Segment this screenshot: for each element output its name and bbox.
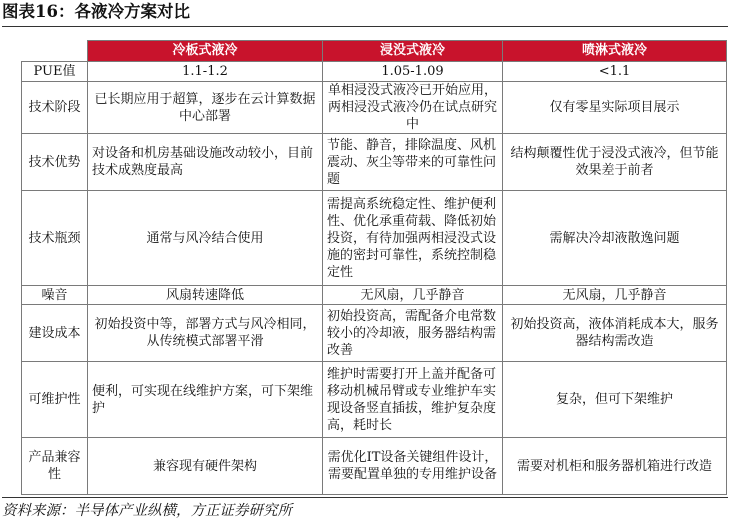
row-label: 建设成本 (22, 305, 88, 362)
table-cell: 初始投资中等，部署方式与风冷相同，从传统模式部署平滑 (88, 305, 323, 362)
row-label: PUE值 (22, 62, 88, 82)
table-cell: 需优化IT设备关键组件设计，需要配置单独的专用维护设备 (323, 438, 503, 495)
table-cell: 节能、静音，排除温度、风机震动、灰尘等带来的可靠性问题 (323, 134, 503, 191)
row-label: 产品兼容性 (22, 438, 88, 495)
table-cell: 需解决冷却液散逸问题 (503, 191, 727, 286)
table-row (22, 191, 727, 286)
table-cell: 初始投资高，需配备介电常数较小的冷却液，服务器结构需改善 (323, 305, 503, 362)
row-label: 可维护性 (22, 362, 88, 438)
table-cell: 复杂，但可下架维护 (503, 362, 727, 438)
table-cell: 结构颠覆性优于浸没式液冷，但节能效果差于前者 (503, 134, 727, 191)
table-cell: <1.1 (503, 62, 727, 82)
table-cell: 需要对机柜和服务器机箱进行改造 (503, 438, 727, 495)
table-row (22, 286, 727, 305)
table-cell: 单相浸没式液冷已开始应用，两相浸没式液冷仍在试点研究中 (323, 82, 503, 134)
table-row (22, 305, 727, 362)
table-cell: 通常与风冷结合使用 (88, 191, 323, 286)
title-divider (2, 26, 728, 27)
figure-title: 图表16：各液冷方案对比 (2, 2, 190, 21)
table-cell: 便利，可实现在线维护方案，可下架维护 (88, 362, 323, 438)
row-label: 技术优势 (22, 134, 88, 191)
header-cold-plate: 冷板式液冷 (88, 41, 323, 62)
table-row (22, 82, 727, 134)
table-cell: 1.1-1.2 (88, 62, 323, 82)
table-row (22, 62, 727, 82)
table-cell: 兼容现有硬件架构 (88, 438, 323, 495)
table-row (22, 134, 727, 191)
table-cell: 无风扇，几乎静音 (323, 286, 503, 305)
row-label: 技术阶段 (22, 82, 88, 134)
header-row (22, 41, 727, 62)
source-note: 资料来源：半导体产业纵横，方正证券研究所 (2, 503, 292, 519)
source-divider (2, 497, 728, 498)
table-row (22, 438, 727, 495)
header-spray: 喷淋式液冷 (503, 41, 727, 62)
table-cell: 无风扇，几乎静音 (503, 286, 727, 305)
table-cell: 对设备和机房基础设施改动较小，目前技术成熟度最高 (88, 134, 323, 191)
row-label: 噪音 (22, 286, 88, 305)
table-cell: 已长期应用于超算，逐步在云计算数据中心部署 (88, 82, 323, 134)
table-cell: 1.05-1.09 (323, 62, 503, 82)
header-immersion: 浸没式液冷 (323, 41, 503, 62)
row-label: 技术瓶颈 (22, 191, 88, 286)
comparison-table (21, 40, 727, 495)
table-row (22, 362, 727, 438)
table-cell: 维护时需要打开上盖并配备可移动机械吊臂或专业维护车实现设备竖直插拔，维护复杂度高，耗时长 (323, 362, 503, 438)
table-cell: 仅有零星实际项目展示 (503, 82, 727, 134)
table-cell: 需提高系统稳定性、维护便利性、优化承重荷载、降低初始投资，有待加强两相浸没式设施的密封可靠性，系统控制稳定性 (323, 191, 503, 286)
header-corner (22, 41, 88, 62)
table-cell: 风扇转速降低 (88, 286, 323, 305)
table-cell: 初始投资高，液体消耗成本大，服务器结构需改造 (503, 305, 727, 362)
